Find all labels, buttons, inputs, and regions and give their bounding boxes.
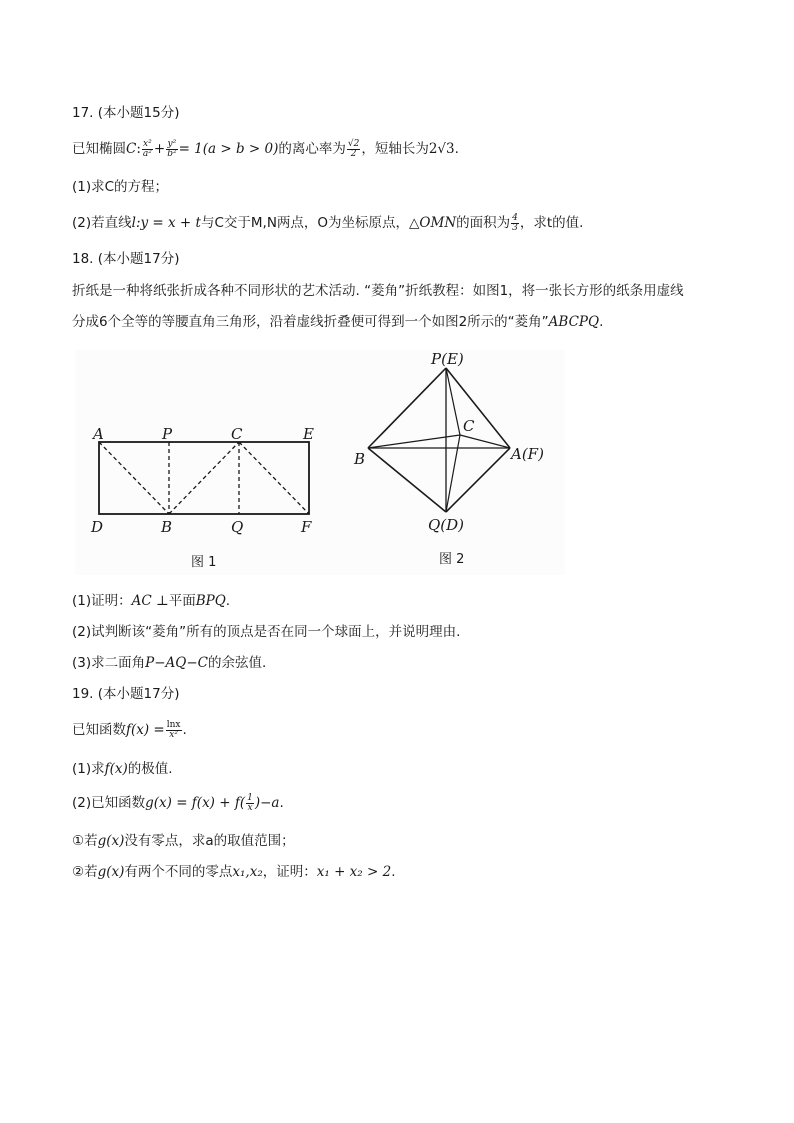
q17-header: 17. (本小题15分): [72, 105, 180, 121]
edge-CA: [460, 435, 510, 448]
frac-lnx-x2: $\frac{\ln x}{\text{x²}}$: [166, 719, 181, 740]
figure-1: [99, 442, 309, 514]
q18-stem-line1: 折纸是一种将纸张折成各种不同形状的艺术活动. “菱角”折纸教程：如图1，将一张长方形的纸条用虚线: [72, 283, 684, 299]
fig2-label-PE: P(E): [431, 350, 464, 368]
frac-4-3: $\frac{4}{3}$: [512, 212, 518, 233]
q18-part1: (1)证明：AC ⊥平面BPQ.: [72, 593, 231, 609]
fig1-label-C: C: [231, 425, 243, 443]
frac-y2-b2: $\frac{\text{y²}}{\text{b²}}$: [167, 138, 177, 159]
fig1-label-E: E: [303, 425, 314, 443]
q19-header: 19. (本小题17分): [72, 686, 180, 702]
figure-svg: [75, 350, 565, 575]
fold-lines: [99, 442, 309, 514]
frac-1-x: $\frac{1}{x}$: [247, 792, 253, 813]
fig1-label-D: D: [91, 518, 104, 536]
edge-PC: [446, 368, 460, 435]
fig1-label-A: A: [93, 425, 104, 443]
q18-part2: (2)试判断该“菱角”所有的顶点是否在同一个球面上，并说明理由.: [72, 624, 461, 640]
frac-sqrt2-2: $\frac{√2}{2}$: [347, 138, 360, 159]
q19-part1: (1)求f(x)的极值.: [72, 761, 173, 777]
q19-sub2: ②若g(x)有两个不同的零点x₁,x₂，证明：x₁ + x₂ > 2.: [72, 864, 396, 880]
fig1-label-B: B: [161, 518, 173, 536]
fig2-label-AF: A(F): [511, 445, 544, 463]
edge-BQ: [368, 448, 446, 512]
fig1-label-P: P: [162, 425, 173, 443]
q19-stem: 已知函数f(x) = $\frac{\ln x}{\text{x²}}$ .: [72, 719, 187, 740]
fig1-label-F: F: [301, 518, 312, 536]
q17-stem: 已知椭圆C: $\frac{\text{x²}}{\text{a²}}$ + $\frac{\text{y²}}{\text{b²}}$ = 1(a > b > 0)的离心率为 $\frac{√2}{2}$ ，短轴长为2√3.: [72, 138, 459, 159]
q17-part2: (2)若直线l:y = x + t与C交于M,N两点，O为坐标原点，△OMN的面积为 $\frac{4}{3}$ ，求t的值.: [72, 212, 584, 233]
q19-sub1: ①若g(x)没有零点，求a的取值范围；: [72, 833, 295, 849]
frac-x2-a2: $\frac{\text{x²}}{\text{a²}}$: [142, 138, 152, 159]
q18-header: 18. (本小题17分): [72, 251, 180, 267]
q18-stem-line2: 分成6个全等的等腰直角三角形，沿着虚线折叠便可得到一个如图2所示的“菱角”ABCPQ.: [72, 314, 604, 330]
q17-part1: (1)求C的方程；: [72, 179, 169, 195]
fig2-label-B: B: [354, 450, 366, 468]
edge-PB: [368, 368, 446, 448]
fig2-label-QD: Q(D): [428, 516, 465, 534]
fig2-label-C: C: [463, 417, 475, 435]
fig1-label-Q: Q: [231, 518, 244, 536]
q19-part2: (2)已知函数g(x) = f(x) + f( $\frac{1}{x}$ )−a.: [72, 792, 284, 813]
fig1-caption: 图 1: [191, 555, 217, 570]
figures: [75, 350, 565, 575]
fig2-caption: 图 2: [439, 552, 465, 567]
q18-part3: (3)求二面角P−AQ−C的余弦值.: [72, 655, 267, 671]
figure-2: [368, 368, 510, 512]
